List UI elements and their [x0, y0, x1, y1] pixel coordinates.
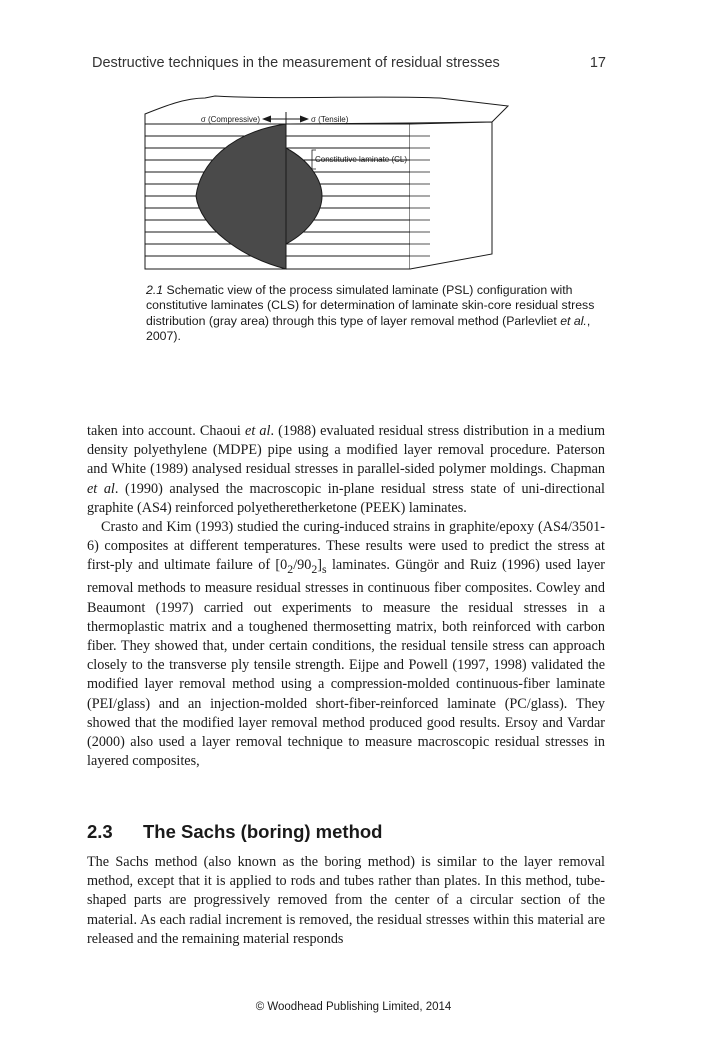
section-number: 2.3 [87, 821, 113, 842]
figure-caption [146, 283, 616, 345]
subscript: 2 [287, 562, 294, 577]
text-run: . (1988) evaluated residual stress distribution in a medium density polyethylene (MDPE) pipe using a modified layer removal procedure. Paterson and White (1989) analysed residual stresses in parallel-sided polymer moldings. Chapman [87, 423, 605, 478]
footer-copyright: © Woodhead Publishing Limited, 2014 [255, 1001, 452, 1013]
body-text-block [87, 422, 605, 771]
compressive-stress-area [196, 124, 286, 269]
text-run: ] [317, 557, 322, 574]
paragraph [87, 518, 605, 771]
text-run: . (1990) analysed the macroscopic in-plane residual stress state of uni-directional graphite (AS4) reinforced polyetheretherketone (PEEK) laminates. [87, 480, 605, 516]
caption-etal: et al. [560, 313, 587, 328]
section-heading [87, 821, 382, 843]
figure-side-face [410, 122, 492, 269]
text-run: /90 [293, 557, 312, 574]
text-run-italic: et al [245, 423, 271, 439]
cl-label: Constitutive laminate (CL) [315, 155, 408, 164]
compressive-label: σ (Compressive) [200, 115, 260, 124]
running-title: Destructive techniques in the measurement of residual stresses [92, 55, 500, 71]
caption-text: Schematic view of the process simulated laminate (PSL) configuration with constitutive laminates (CLS) for determination of laminate skin-core residual stress distribution (gray area) through this type of layer removal method (Parlevliet [146, 283, 595, 328]
section-title: The Sachs (boring) method [143, 821, 383, 842]
caption-number: 2.1 [146, 283, 164, 297]
subscript: s [321, 562, 327, 577]
body-text-block [87, 853, 605, 949]
paragraph [87, 422, 605, 518]
text-run: laminates. Güngör and Ruiz (1996) used layer removal methods to measure residual stresses in continuous fiber composites. Cowley and Beaumont (1997) carried out experiments to measure the residual stresses in a thermoplastic matrix and a toughened thermosetting matrix, both reinforced with carbon fiber. They showed that, under certain conditions, the residual tensile stress can approach closely to the transverse ply tensile strength. Eijpe and Powell (1997, 1998) validated the modified layer removal method using a compression-molded continuous-fiber laminate (PEI/glass) and an injection-molded short-fiber-reinforced laminate (PC/glass). They showed that the modified layer removal method produced good results. Ersoy and Vardar (2000) also used a layer removal technique to measure macroscopic residual stresses in layered composites, [87, 557, 605, 770]
caption-end: , 2007). [146, 313, 591, 344]
subscript: 2 [311, 562, 318, 577]
page-number: 17 [589, 55, 606, 71]
psl-figure [140, 92, 510, 272]
paragraph: The Sachs method (also known as the boring method) is similar to the layer removal method, except that it is applied to rods and tubes rather than plates. In this method, tube-shaped parts are progressively removed from the center of a circular section of the material. As each radial increment is removed, the residual stresses within this material are released and the remaining material responds [87, 854, 605, 947]
text-run: Crasto and Kim (1993) studied the curing-induced strains in graphite/epoxy (AS4/3501-6) composites at different temperatures. These results were used to predict the stress at first-ply and ultimate failure of [0 [87, 519, 605, 574]
tensile-label: σ (Tensile) [311, 115, 349, 124]
text-run: taken into account. Chaoui [87, 423, 246, 439]
text-run-italic: et al [87, 480, 115, 497]
